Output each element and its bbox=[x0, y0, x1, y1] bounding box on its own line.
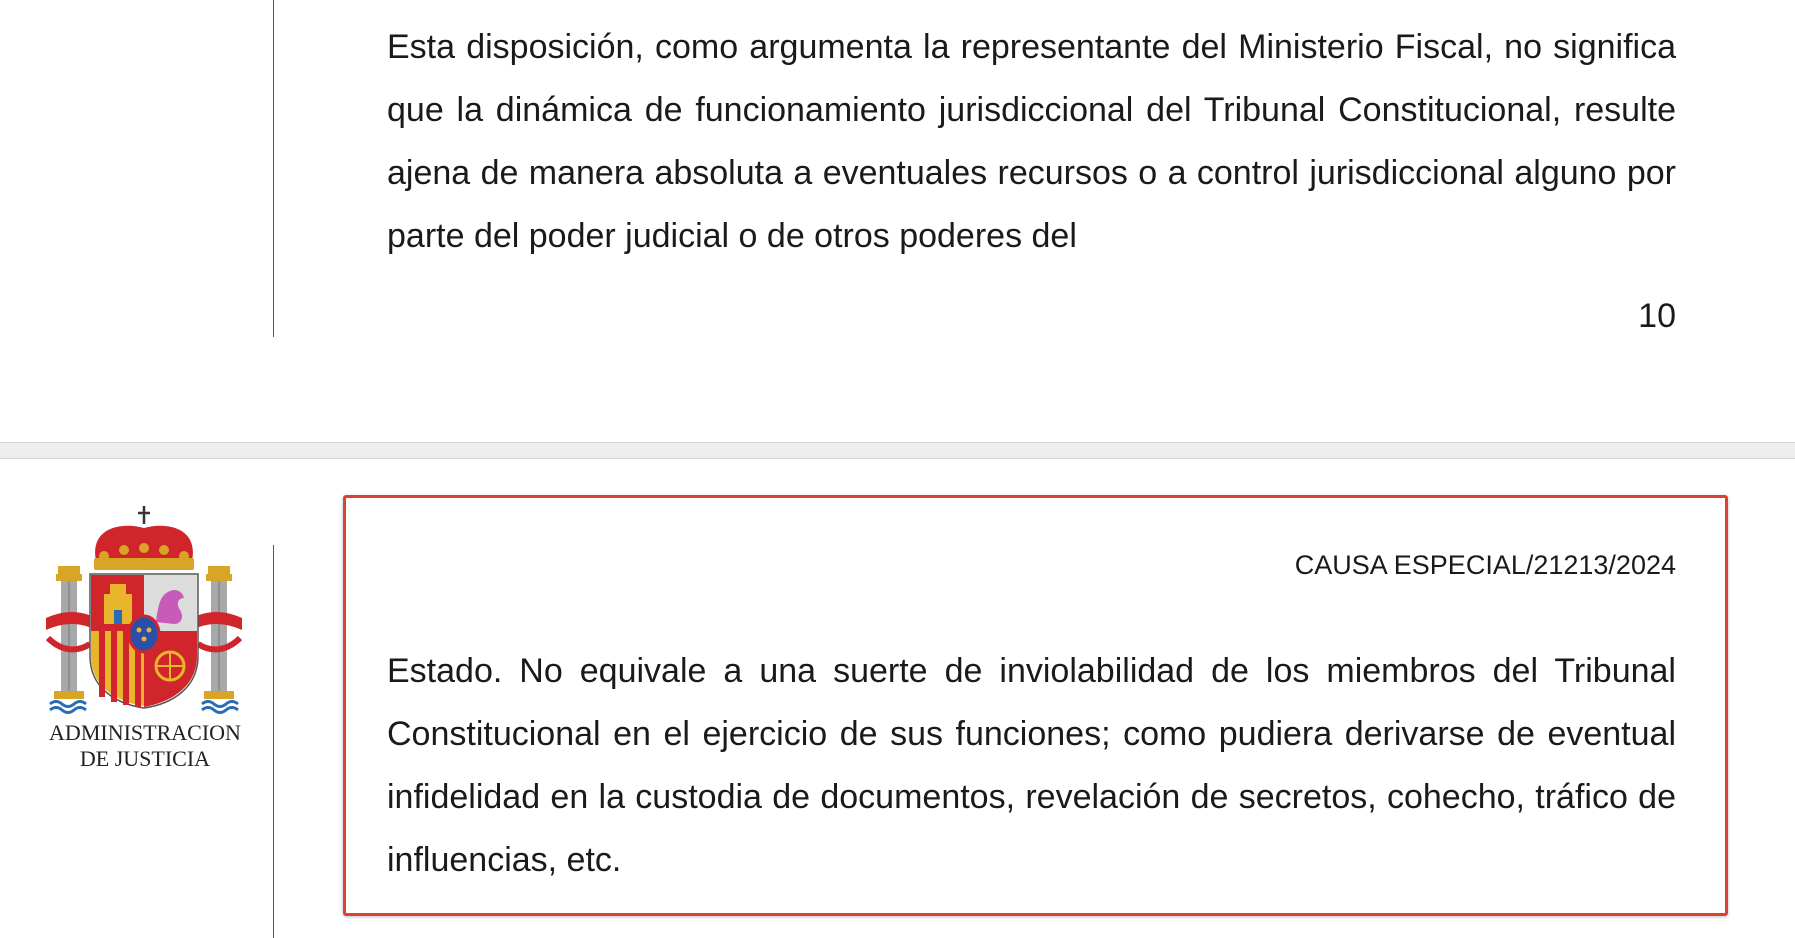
document-page-top bbox=[0, 0, 1795, 442]
logo-caption-line2: DE JUSTICIA bbox=[79, 746, 211, 771]
margin-rule bbox=[273, 0, 274, 337]
shield-icon bbox=[90, 574, 198, 708]
coat-of-arms-logo bbox=[44, 506, 244, 716]
page-number: 10 bbox=[1638, 297, 1676, 335]
pillar-icon bbox=[50, 566, 86, 713]
page-separator bbox=[0, 442, 1795, 459]
body-paragraph: Estado. No equivale a una suerte de inviolabilidad de los miembros del Tribunal Constitucional en el ejercicio de sus funciones; como pudiera derivarse de eventual infidelidad en la custodia de documentos, revelación de secretos, cohecho, tráfico de influencias, etc. bbox=[387, 652, 1676, 879]
pillar-icon bbox=[202, 566, 238, 713]
case-reference: CAUSA ESPECIAL/21213/2024 bbox=[1294, 550, 1676, 580]
body-paragraph: Esta disposición, como argumenta la representante del Ministerio Fiscal, no significa que la dinámica de funcionamiento jurisdiccional del Tribunal Constitucional, resulte ajena de manera absoluta a eventuales recursos o a control jurisdiccional alguno por parte del poder judicial o de otros poderes del bbox=[387, 28, 1676, 255]
crown-icon bbox=[94, 506, 194, 570]
logo-caption-line1: ADMINISTRACION bbox=[49, 720, 241, 745]
margin-rule bbox=[273, 545, 274, 938]
